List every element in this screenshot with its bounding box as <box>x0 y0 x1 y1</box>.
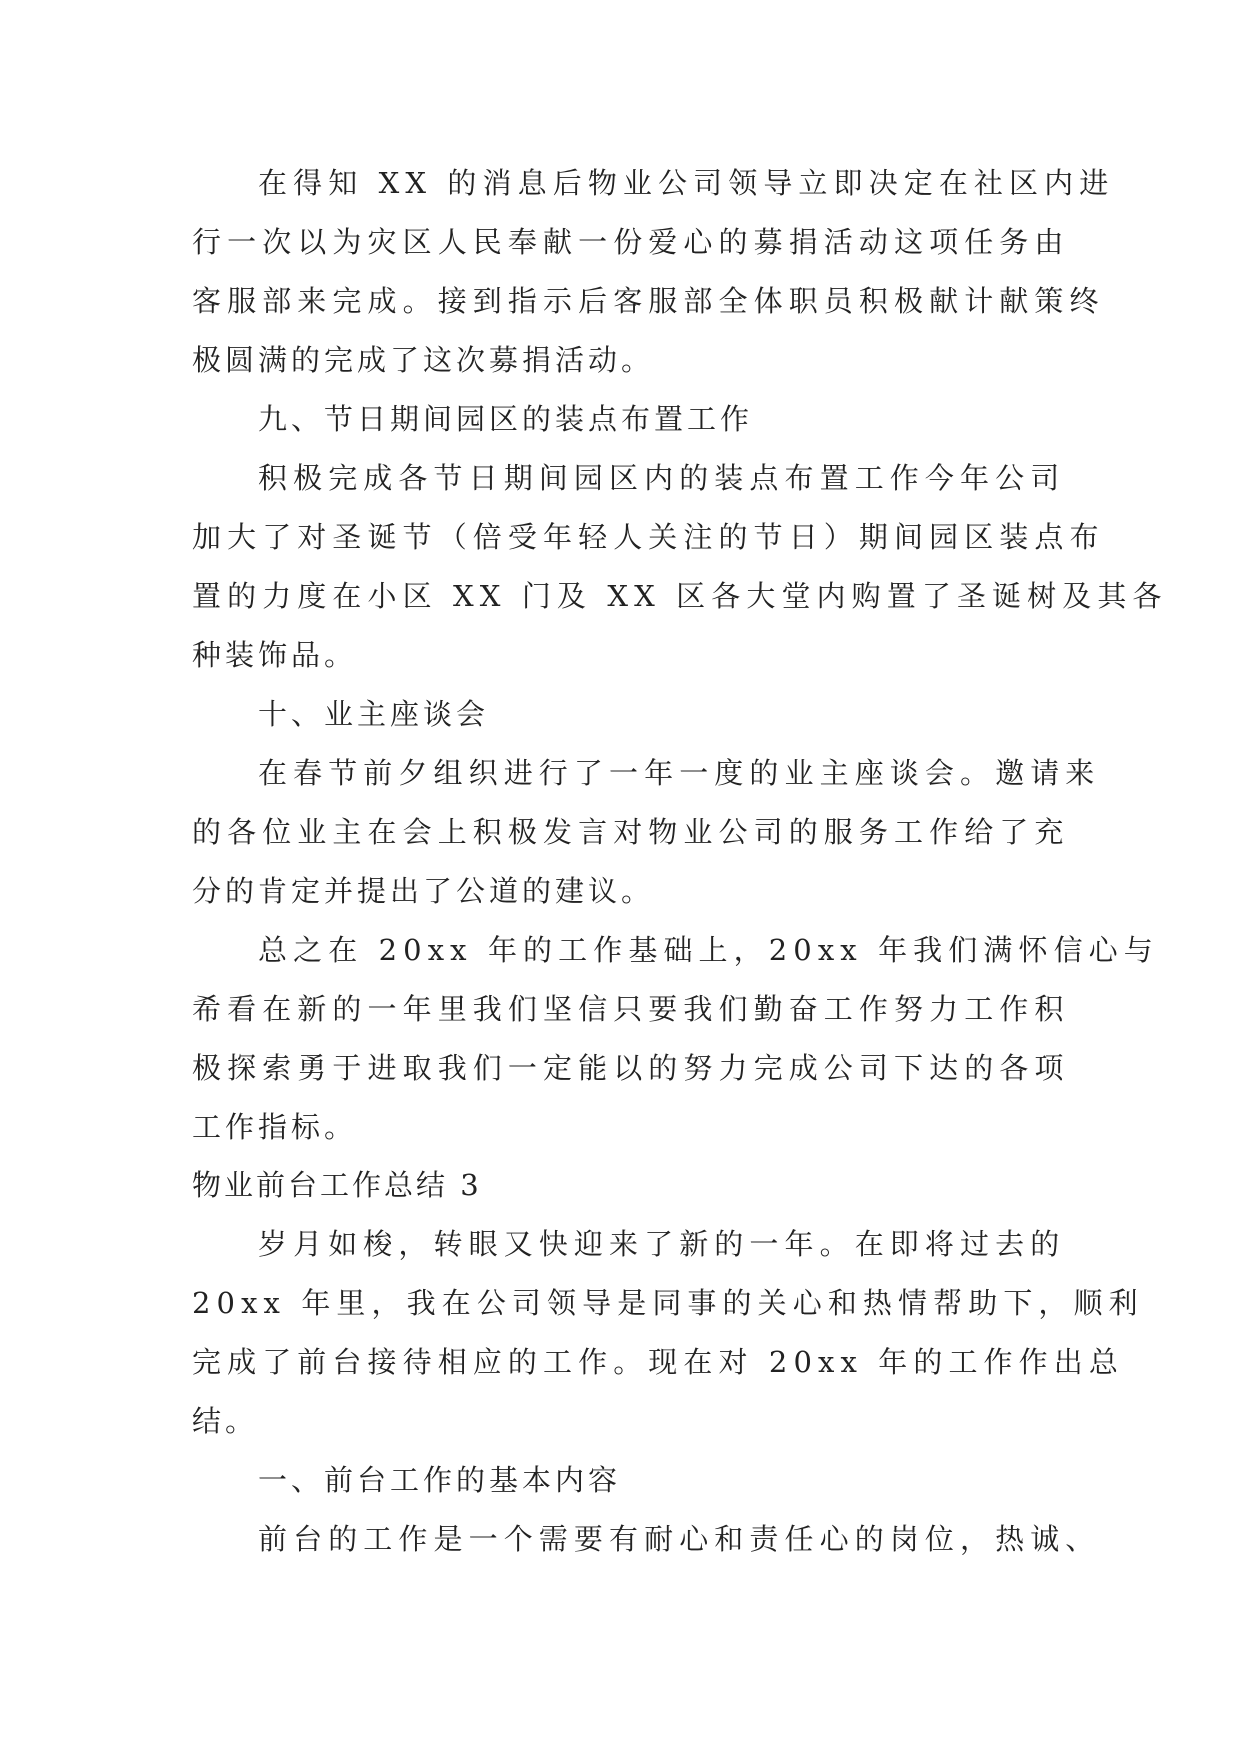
paragraph-line: 极探索勇于进取我们一定能以的努力完成公司下达的各项 <box>192 1051 1070 1085</box>
paragraph-line: 工作指标。 <box>192 1110 358 1144</box>
paragraph-line: 行一次以为灾区人民奉献一份爱心的募捐活动这项任务由 <box>192 225 1070 259</box>
paragraph-line: 客服部来完成。接到指示后客服部全体职员积极献计献策终 <box>192 284 1105 318</box>
paragraph-line: 的各位业主在会上积极发言对物业公司的服务工作给了充 <box>192 815 1070 849</box>
paragraph-line: 加大了对圣诞节（倍受年轻人关注的节日）期间园区装点布 <box>192 520 1105 554</box>
paragraph-line: 总之在 20xx 年的工作基础上，20xx 年我们满怀信心与 <box>258 933 1159 967</box>
paragraph-line: 置的力度在小区 XX 门及 XX 区各大堂内购置了圣诞树及其各 <box>192 579 1168 613</box>
paragraph-line: 前台的工作是一个需要有耐心和责任心的岗位，热诚、 <box>258 1522 1101 1556</box>
paragraph-line: 结。 <box>192 1404 259 1438</box>
section-heading: 九、节日期间园区的装点布置工作 <box>258 402 754 436</box>
paragraph-line: 在春节前夕组织进行了一年一度的业主座谈会。邀请来 <box>258 756 1101 790</box>
paragraph-line: 积极完成各节日期间园区内的装点布置工作今年公司 <box>258 461 1066 495</box>
paragraph-line: 岁月如梭，转眼又快迎来了新的一年。在即将过去的 <box>258 1227 1066 1261</box>
paragraph-line: 极圆满的完成了这次募捐活动。 <box>192 343 655 377</box>
paragraph-line: 分的肯定并提出了公道的建议。 <box>192 874 655 908</box>
paragraph-line: 种装饰品。 <box>192 638 358 672</box>
document-title: 物业前台工作总结 3 <box>192 1168 482 1202</box>
paragraph-line: 20xx 年里，我在公司领导是同事的关心和热情帮助下，顺利 <box>192 1286 1144 1320</box>
paragraph-line: 希看在新的一年里我们坚信只要我们勤奋工作努力工作积 <box>192 992 1070 1026</box>
section-heading: 一、前台工作的基本内容 <box>258 1463 622 1497</box>
section-heading: 十、业主座谈会 <box>258 697 490 731</box>
paragraph-line: 在得知 XX 的消息后物业公司领导立即决定在社区内进 <box>258 166 1115 200</box>
paragraph-line: 完成了前台接待相应的工作。现在对 20xx 年的工作作出总 <box>192 1345 1124 1379</box>
